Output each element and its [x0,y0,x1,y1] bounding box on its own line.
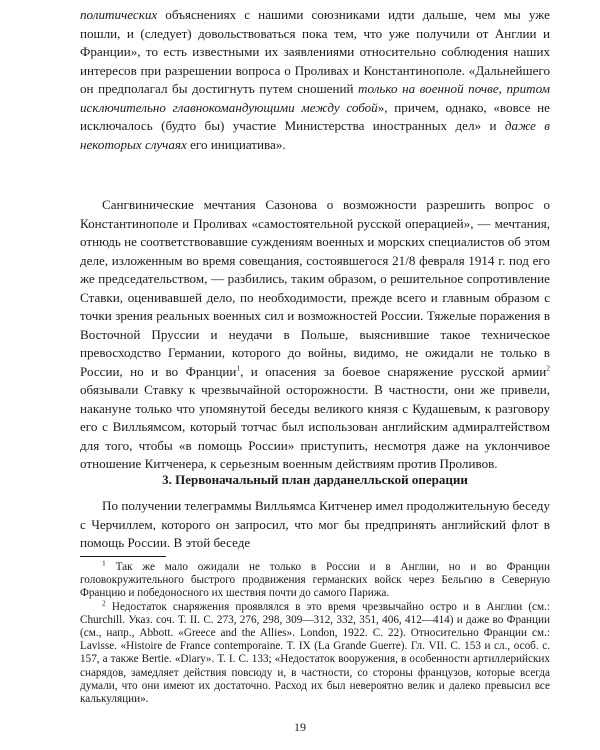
paragraph-1 [80,6,550,154]
footnote-ref-2[interactable]: 2 [546,363,550,373]
emphasis-text: только на военной почве, притом исключительно главнокомандующими между собой [80,81,550,115]
body-text: его инициатива». [186,136,286,152]
footnote-ref-1[interactable]: 1 [236,363,241,373]
body-text: Сангвинические мечтания Сазонова о возможности разрешить вопрос о Константинополе и Проливах «самостоятельной русской операцией», — мечтания, отнюдь не соответствовавшие суждениям военных и морских специалистов об этом деле, изложенным во время совещания, состоявшегося 21/8 февраля 1914 г. под его же председательством, — разбились, таким образом, о решительное сопротивление Ставки, оценивавшей дело, по необходимости, прежде всего и главным образом с точки зрения реальных военных сил и возможностей России. Тяжелые поражения в Восточной Пруссии и неудачи в Польше, выяснившие такое техническое превосходство Германии, которого до войны, видимо, не ожидали не только в России, но и во Франции [80,197,550,379]
footnote-text: Так же мало ожидали не только в России и в Англии, но и во Франции головокружительного быстрого продвижения германских войск через Бельгию в Северную Францию и победоносного их шествия почти до самого Парижа. [80,561,550,600]
emphasis-text: политических [80,7,158,22]
body-text: По получении телеграммы Вилльямса Китченер имел продолжительную беседу с Черчиллем, которого он запросил, что мог бы предпринять английский флот в помощь России. В этой беседе [80,498,550,550]
page-number: 19 [294,720,306,734]
footnote-2 [80,597,550,707]
footnote-1 [80,558,550,601]
body-text: объяснениях с нашими союзниками идти дальше, чем мы уже пошли, и (следует) довольствоваться пока тем, что уже получили от Англии и Франции», то есть известными их заявлениями относительно соблюдения наших интересов при разрешении вопроса о Проливах и Константинополе. «Дальнейшего он предполагал бы достигнуть путем сношений [80,7,550,96]
body-text: », причем, однако, «вовсе не исключалось (будто бы) участие Министерства иностранных дел» и [80,99,550,133]
section-heading: 3. Первоначальный план дарданелльской операции [162,472,468,487]
footnote-text: Недостаток снаряжения проявлялся в это время чрезвычайно остро и в Англии (см.: Churchill. Указ. соч. Т. II. С. 273, 276, 298, 309—312, 332, 351, 406, 412—414) и даже во Франции (см., напр., Abbott. «Greece and the Allies». London, 1922. С. 22). Относительно Франции см.: Lavisse. «Histoire de France contemporaine. T. IX (La Grande Guerre). Гл. VII. С. 153 и сл., особ. с. 157, а также Bertie. «Diary». Т. I. С. 133; «Недостаток вооружения, в особенности артиллерийских снарядов, замедляет действия повсюду и, в частности, со стороны французов, которые всегда думали, что они имеют их достаточно. Расход их был невероятно велик и далеко превысил все калькуляции». [80,600,550,706]
paragraph-3 [80,497,550,553]
footnote-marker: 1 [102,558,106,568]
footnote-divider [80,556,166,557]
body-text: , и опасения за боевое снаряжение русской армии [240,363,547,379]
paragraph-2 [80,196,550,474]
footnotes [80,558,550,706]
body-text: обязывали Ставку к чрезвычайной осторожности. В частности, они же привели, накануне только что упомянутой беседы великого князя с Кудашевым, к разговору его с Вилльямсом, который тотчас был использован английским адмиралтейством для того, чтобы «в помощь России» приступить, несмотря даже на уклончивое отношение Китченера, к серьезным военным действиям против Проливов. [80,382,550,471]
emphasis-text: даже в некоторых случаях [80,118,550,152]
footnote-marker: 2 [102,597,106,607]
